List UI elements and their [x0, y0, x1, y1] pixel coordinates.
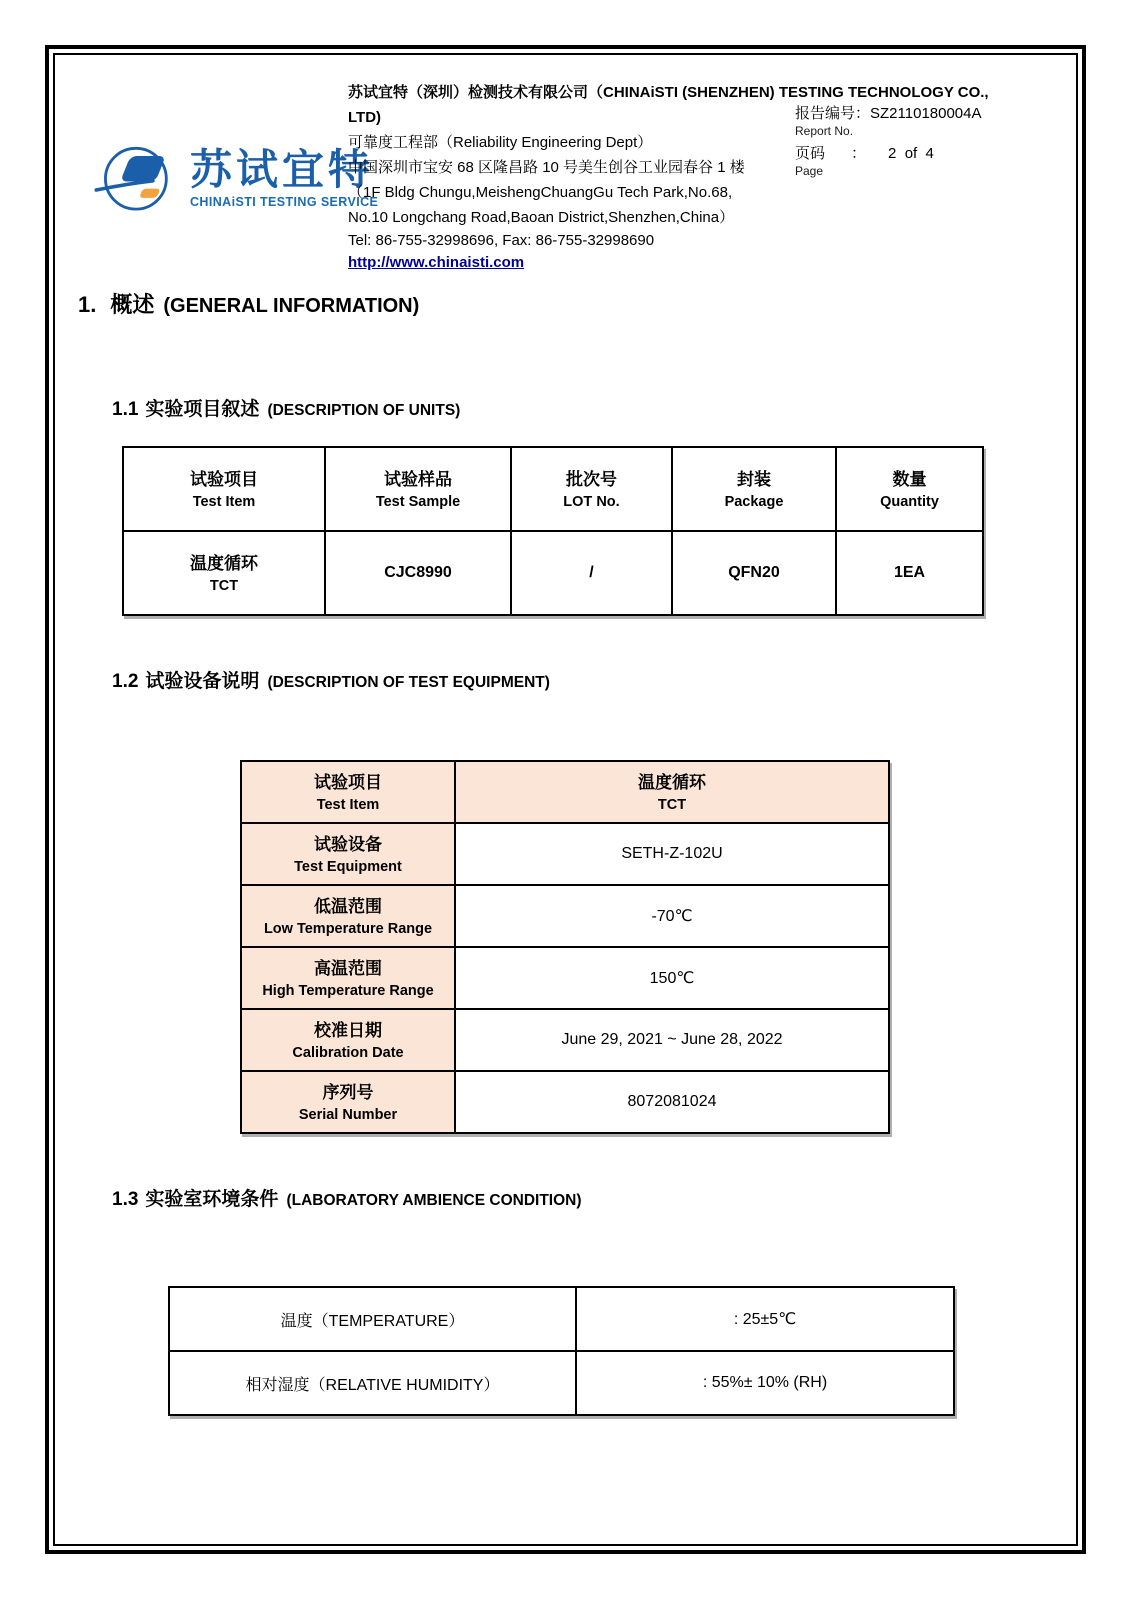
amb-label-humidity: 相对湿度（RELATIVE HUMIDITY）: [169, 1351, 576, 1415]
units-header-test-item: [123, 447, 325, 531]
units-data-row: [123, 531, 983, 615]
equip-row-test-equipment: [241, 823, 889, 885]
amb-value-humidity: : 55%± 10% (RH): [576, 1351, 954, 1415]
label-cn: 低温范围: [314, 896, 382, 916]
logo-chinese-name: 苏试宜特: [190, 146, 375, 193]
header-en: LOT No.: [563, 493, 620, 510]
units-header-lot-no: [511, 447, 672, 531]
equip-label-low-temp: [241, 885, 455, 947]
equip-label-calibration-date: [241, 1009, 455, 1071]
company-logo: [92, 132, 378, 224]
section-1-3-title-cn: 实验室环境条件: [145, 1189, 279, 1210]
equip-value-test-equipment: SETH-Z-102U: [455, 823, 889, 885]
cell-en: TCT: [209, 577, 239, 594]
label-cn: 试验项目: [314, 772, 382, 792]
label-en: Calibration Date: [292, 1044, 404, 1061]
equip-label-test-equipment: [241, 823, 455, 885]
section-1-2-number: 1.2: [112, 671, 139, 692]
equip-label-high-temp: [241, 947, 455, 1009]
amb-row-humidity: [169, 1351, 954, 1415]
label-cn: 序列号: [322, 1082, 374, 1102]
amb-row-temperature: [169, 1287, 954, 1351]
header-en: Package: [724, 493, 784, 510]
units-header-quantity: [836, 447, 983, 531]
section-1-2-title-cn: 试验设备说明: [145, 671, 260, 692]
equip-row-high-temp: [241, 947, 889, 1009]
section-1-heading: [78, 288, 419, 319]
section-1-1-number: 1.1: [112, 399, 139, 420]
equip-row-serial-number: [241, 1071, 889, 1133]
value-en: TCT: [657, 796, 687, 813]
header-cn: 批次号: [566, 469, 617, 489]
header-cn: 试验项目: [190, 469, 258, 489]
label-en: Test Item: [316, 796, 380, 813]
company-name-line1: 苏试宜特（深圳）检测技术有限公司（CHINAiSTI (SHENZHEN) TESTING TECHNOLOGY CO.,: [348, 84, 989, 101]
amb-value-temperature: : 25±5℃: [576, 1287, 954, 1351]
cell-cn: 温度循环: [190, 553, 258, 573]
header-en: Quantity: [880, 493, 939, 510]
report-no-value: SZ2110180004A: [870, 105, 982, 122]
logo-swoosh-icon: [92, 132, 184, 224]
equip-value-high-temp: 150℃: [455, 947, 889, 1009]
units-cell-quantity: 1EA: [836, 531, 983, 615]
page-value: 2 of 4: [888, 145, 934, 162]
equipment-table: [240, 760, 890, 1134]
logo-english-name: CHINAiSTI TESTING SERVICE: [190, 195, 379, 209]
page-colon: ：: [851, 145, 867, 162]
page-sublabel: Page: [795, 164, 824, 178]
equip-value-low-temp: -70℃: [455, 885, 889, 947]
equip-row-test-item: [241, 761, 889, 823]
value-cn: 温度循环: [638, 772, 706, 792]
company-name-line2: LTD): [348, 109, 382, 126]
units-cell-lot-no: /: [511, 531, 672, 615]
label-en: Serial Number: [298, 1106, 398, 1123]
label-cn: 校准日期: [314, 1020, 382, 1040]
section-1-title-en: (GENERAL INFORMATION): [163, 295, 420, 317]
section-1-1-title-cn: 实验项目叙述: [145, 399, 260, 420]
equip-label-serial-number: [241, 1071, 455, 1133]
department-line: 可靠度工程部（Reliability Engineering Dept）: [348, 134, 653, 151]
units-header-package: [672, 447, 836, 531]
section-1-title-cn: 概述: [110, 292, 155, 317]
label-cn: 试验设备: [314, 834, 382, 854]
report-no-label: 报告编号：: [795, 105, 871, 122]
label-en: High Temperature Range: [262, 982, 434, 999]
tel-fax-line: Tel: 86-755-32998696, Fax: 86-755-32998690: [348, 232, 655, 249]
units-table: [122, 446, 984, 616]
page-label: 页码: [795, 145, 826, 162]
amb-label-temperature: 温度（TEMPERATURE）: [169, 1287, 576, 1351]
section-1-2-heading: [112, 666, 550, 693]
equip-label-test-item: [241, 761, 455, 823]
section-1-number: 1.: [78, 292, 97, 317]
equip-value-serial-number: 8072081024: [455, 1071, 889, 1133]
label-cn: 高温范围: [314, 958, 382, 978]
address-en-line2: No.10 Longchang Road,Baoan District,Shenzhen,China）: [348, 209, 735, 226]
website-link[interactable]: http://www.chinaisti.com: [348, 254, 525, 271]
header-cn: 数量: [892, 469, 927, 489]
header-cn: 封装: [737, 469, 771, 489]
label-en: Low Temperature Range: [263, 920, 433, 937]
ambience-table: [168, 1286, 955, 1416]
section-1-3-title-en: (LABORATORY AMBIENCE CONDITION): [286, 1192, 582, 1209]
label-en: Test Equipment: [294, 858, 402, 875]
equip-value-test-item: [455, 761, 889, 823]
equip-row-low-temp: [241, 885, 889, 947]
header-en: Test Item: [192, 493, 256, 510]
units-cell-test-sample: CJC8990: [325, 531, 511, 615]
units-header-row: [123, 447, 983, 531]
section-1-1-title-en: (DESCRIPTION OF UNITS): [267, 402, 461, 419]
header-cn: 试验样品: [384, 469, 452, 489]
units-cell-package: QFN20: [672, 531, 836, 615]
equip-value-calibration-date: June 29, 2021 ~ June 28, 2022: [455, 1009, 889, 1071]
equip-row-calibration-date: [241, 1009, 889, 1071]
section-1-3-number: 1.3: [112, 1189, 139, 1210]
address-cn: 中国深圳市宝安 68 区隆昌路 10 号美生创谷工业园春谷 1 楼: [348, 159, 745, 176]
units-header-test-sample: [325, 447, 511, 531]
report-info: [795, 102, 982, 178]
section-1-3-heading: [112, 1184, 582, 1211]
header-en: Test Sample: [375, 493, 461, 510]
address-en-line1: （1F Bldg Chungu,MeishengChuangGu Tech Park,No.68,: [348, 184, 733, 201]
section-1-2-title-en: (DESCRIPTION OF TEST EQUIPMENT): [267, 674, 550, 691]
section-1-1-heading: [112, 394, 460, 421]
units-cell-test-item: [123, 531, 325, 615]
report-no-sublabel: Report No.: [795, 124, 854, 138]
